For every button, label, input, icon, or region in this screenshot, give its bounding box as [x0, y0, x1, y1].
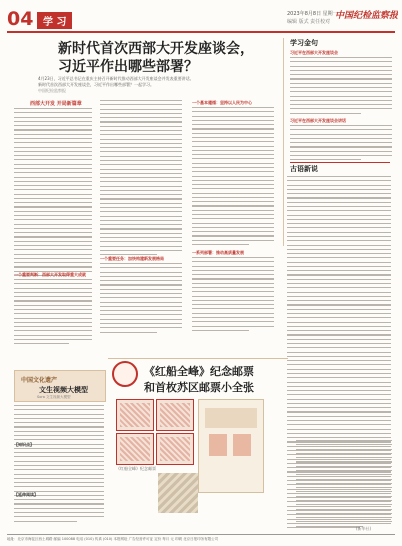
- ancient-divider: [290, 162, 390, 163]
- footer-rule: [7, 534, 395, 535]
- intro-line2: 新时代首次西部大开发座谈会，习近平作出哪些部署？一起学习。: [38, 82, 154, 87]
- ancient-title: 古语新说: [290, 164, 318, 173]
- subhead-1: 西部大开发 开局新篇章: [30, 101, 82, 107]
- stamp-title-line2: 和首枚苏区邮票小全张: [144, 381, 254, 394]
- feature-kicker: 中国文化遗产: [21, 377, 58, 384]
- sidebar-q2-text: [290, 125, 392, 164]
- stamp-photo: [158, 473, 198, 513]
- stamp-caption: 《红船全峰》纪念邮票: [116, 466, 156, 471]
- body-text-col1-b: [14, 279, 92, 348]
- page-number: 04: [7, 8, 34, 30]
- body-text-col3-a: [192, 107, 274, 248]
- left-sub-a: 【知识点】: [14, 442, 34, 447]
- stamp-image-2: [156, 399, 194, 431]
- byline: 中国纪检监察报: [38, 88, 66, 93]
- credit-text: (新华社): [356, 526, 372, 531]
- body-text-col2-a: [100, 100, 182, 258]
- footer-text: 地址：北京市海淀区西土城路 邮编 100088 电话 (010) 传真 (010) 本报网址 广告经营许可证 定价 每月 元 印刷 北京日报印务有限公司: [7, 537, 219, 541]
- sidebar-q2-head: 习近平在西部大开发座谈会讲话: [290, 118, 346, 123]
- editor-line: 编辑 版式 责任校对: [287, 19, 331, 25]
- masthead-logo: 中国纪检监察报: [335, 11, 399, 21]
- stamp-image-4: [156, 433, 194, 465]
- main-title-line1: 新时代首次西部大开发座谈会，: [58, 41, 254, 57]
- sidebar-q1-head: 习近平在西部大开发座谈会: [290, 50, 338, 55]
- body-text-col3-b: [192, 257, 274, 334]
- subhead-5: 一系列部署：推动高质量发展: [192, 250, 244, 255]
- stamp-feature: [108, 358, 288, 533]
- sidebar-q1-text: [290, 57, 392, 117]
- feature-box: [14, 370, 106, 402]
- stamp-title-line1: 《红船全峰》纪念邮票: [144, 365, 254, 378]
- header-rule: [7, 31, 395, 33]
- stamp-logo: [112, 361, 138, 387]
- body-text-col1-a: [14, 108, 92, 279]
- main-title-line2: 习近平作出哪些部署？: [58, 59, 198, 75]
- date-line: 2023年8月8日 星期一: [287, 11, 338, 17]
- sidebar-title: 学习金句: [290, 38, 318, 47]
- body-text-col5: [296, 440, 392, 530]
- stamp-image-3: [116, 433, 154, 465]
- section-label: 学 习: [37, 12, 72, 29]
- subhead-2: 一个重要判断：西部大开发取得重大成就: [14, 272, 86, 277]
- subhead-3: 一个重要任务：加快构建新发展格局: [100, 256, 164, 261]
- stamp-sheet: [198, 399, 264, 493]
- intro-line1: 4月23日，习近平总书记在重庆主持召开新时代推动西部大开发座谈会并发表重要讲话。: [38, 76, 194, 81]
- body-text-col2-b: [100, 263, 182, 336]
- body-text-col1-c: [14, 405, 104, 525]
- feature-note: Sora 文生视频大模型: [37, 395, 71, 399]
- subhead-4: 一个基本遵循：坚持以人民为中心: [192, 100, 252, 105]
- left-sub-b: 【延伸阅读】: [14, 492, 38, 497]
- feature-subtitle: 文生视频大模型: [39, 385, 88, 394]
- page-header: [7, 8, 399, 38]
- stamp-image-1: [116, 399, 154, 431]
